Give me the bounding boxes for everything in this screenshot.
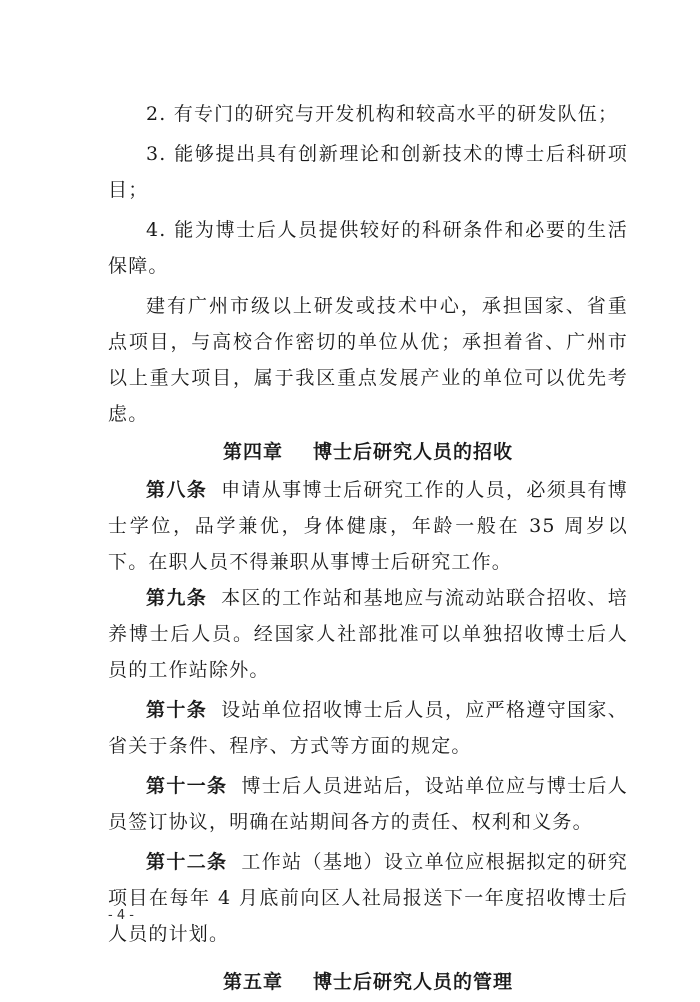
article-12-text: 工作站（基地）设立单位应根据拟定的研究项目在每年 4 月底前向区人社局报送下一年度招收博士后人员的计划。 (108, 851, 628, 945)
chapter-5-title: 博士后研究人员的管理 (313, 971, 514, 993)
chapter-5-heading (108, 964, 628, 1000)
requirement-item-3: 3. 能够提出具有创新理论和创新技术的博士后科研项目； (108, 143, 628, 201)
article-8 (108, 472, 628, 580)
article-11-label: 第十一条 (146, 775, 228, 797)
article-12-label: 第十二条 (146, 851, 228, 873)
chapter-4-title: 博士后研究人员的招收 (313, 441, 514, 463)
chapter-4-number: 第四章 (222, 441, 283, 463)
article-10 (108, 692, 628, 764)
chapter-5-number: 第五章 (222, 971, 283, 993)
article-11 (108, 768, 628, 840)
priority-paragraph: 建有广州市级以上研发或技术中心，承担国家、省重点项目，与高校合作密切的单位从优；承担着省、广州市以上重大项目，属于我区重点发展产业的单位可以优先考虑。 (108, 295, 628, 425)
article-9-label: 第九条 (146, 587, 208, 609)
page-number: - 4 - (108, 908, 134, 923)
article-8-label: 第八条 (146, 479, 208, 501)
requirement-item-4: 4. 能为博士后人员提供较好的科研条件和必要的生活保障。 (108, 219, 628, 277)
article-11-text: 博士后人员进站后，设站单位应与博士后人员签订协议，明确在站期间各方的责任、权利和义务。 (108, 775, 628, 833)
article-10-label: 第十条 (146, 699, 208, 721)
article-12 (108, 844, 628, 952)
article-9 (108, 580, 628, 688)
article-10-text: 设站单位招收博士后人员，应严格遵守国家、省关于条件、程序、方式等方面的规定。 (108, 699, 628, 757)
requirement-item-2: 2. 有专门的研究与开发机构和较高水平的研发队伍； (146, 103, 619, 125)
article-8-text: 申请从事博士后研究工作的人员，必须具有博士学位，品学兼优，身体健康，年龄一般在 35 周岁以下。在职人员不得兼职从事博士后研究工作。 (108, 479, 628, 573)
document-body (108, 96, 628, 1002)
chapter-4-heading (108, 434, 628, 470)
article-9-text: 本区的工作站和基地应与流动站联合招收、培养博士后人员。经国家人社部批准可以单独招收博士后人员的工作站除外。 (108, 587, 628, 681)
